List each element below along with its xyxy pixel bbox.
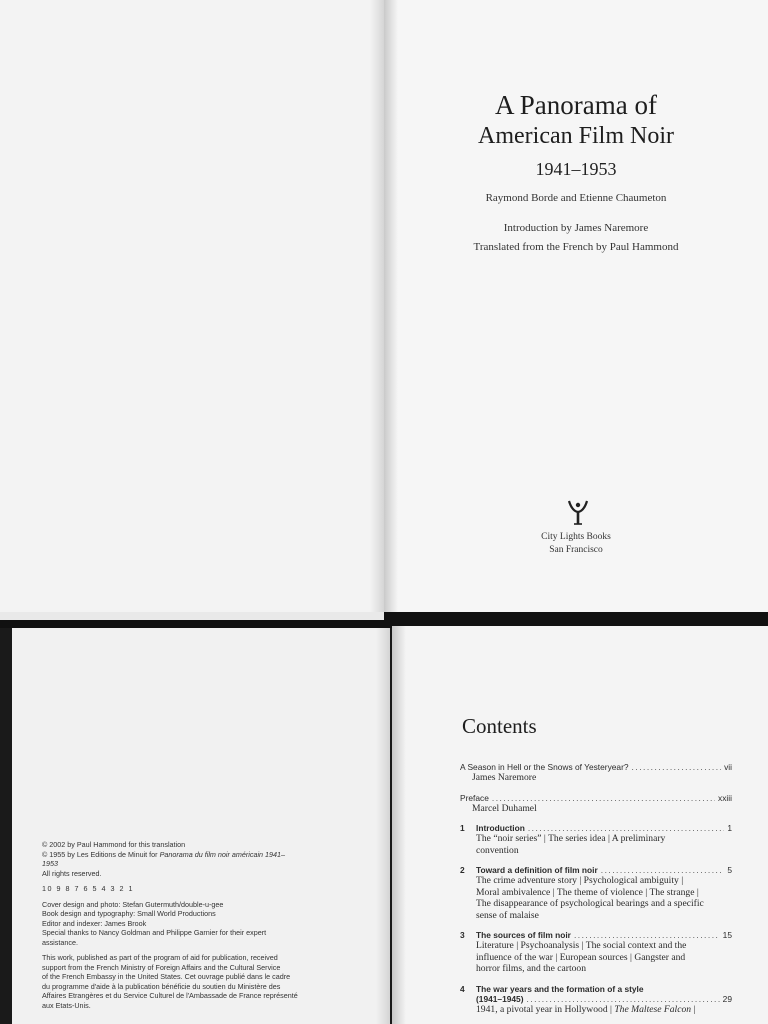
printing-line: 10 9 8 7 6 5 4 3 2 1 bbox=[42, 884, 134, 893]
translation-credit: Translated from the French by Paul Hammond bbox=[473, 241, 679, 253]
title-page bbox=[384, 0, 768, 618]
contents-heading: Contents bbox=[462, 714, 537, 738]
page-gutter-shadow bbox=[376, 628, 390, 1024]
toc-entry-summary: convention bbox=[476, 844, 519, 856]
copyright-line bbox=[42, 850, 362, 860]
publisher-city: San Francisco bbox=[549, 545, 603, 555]
toc-entry bbox=[460, 823, 732, 856]
cover-credit: Cover design and photo: Stefan Gutermuth/double-u-gee bbox=[42, 899, 224, 909]
toc-entry-title: Preface bbox=[460, 792, 489, 803]
thanks-line: assistance. bbox=[42, 937, 78, 947]
toc-entry-summary: The disappearance of psychological bearings and a specific bbox=[476, 898, 704, 909]
toc-leader bbox=[527, 994, 720, 1004]
toc-entry-title: The war years and the formation of a style bbox=[476, 983, 644, 994]
design-credit: Book design and typography: Small World Productions bbox=[42, 909, 216, 918]
aid-line: du programme d'aide à la publication bénéficie du soutien du Ministère des bbox=[42, 981, 281, 991]
book-years: 1941–1953 bbox=[535, 159, 617, 179]
toc-entry-number: 3 bbox=[460, 930, 465, 940]
toc-entry-page: 5 bbox=[727, 865, 732, 875]
copyright-line: © 2002 by Paul Hammond for this translation bbox=[42, 840, 186, 849]
toc-entry-author: Marcel Duhamel bbox=[472, 802, 537, 814]
aid-line: of the French Embassy in the United States. Cet ouvrage publié dans le cadre bbox=[42, 972, 291, 981]
book-title-line1: A Panorama of bbox=[495, 90, 657, 120]
toc-summary-film-title: The Maltese Falcon bbox=[614, 1003, 692, 1015]
toc-entry-title: Toward a definition of film noir bbox=[476, 865, 598, 875]
toc-entry-page: 15 bbox=[722, 930, 732, 940]
toc-entry-summary: Moral ambivalence | The theme of violence | The strange | bbox=[476, 886, 699, 898]
original-title-year: 1953 bbox=[42, 859, 58, 868]
toc-entry-number: 2 bbox=[460, 865, 465, 875]
toc-entry bbox=[460, 865, 732, 921]
aid-line: support from the French Ministry of Foreign Affairs and the Cultural Service bbox=[42, 962, 281, 972]
toc-entry-number: 4 bbox=[460, 983, 465, 994]
thanks-line: Special thanks to Nancy Goldman and Philippe Garnier for their expert bbox=[42, 928, 267, 937]
toc-entry bbox=[460, 984, 732, 1016]
toc-entry-title: Introduction bbox=[476, 823, 525, 833]
toc-entry-number: 1 bbox=[460, 823, 465, 833]
aid-line: This work, published as part of the program of aid for publication, received bbox=[42, 953, 278, 962]
toc-entry bbox=[460, 930, 732, 975]
aid-line: Affaires Etrangères et du Service Culturel de l'Ambassade de France représenté bbox=[42, 991, 298, 1000]
toc-entry-summary: The crime adventure story | Psychological ambiguity | bbox=[476, 875, 684, 886]
toc-entry-summary: horror films, and the cartoon bbox=[476, 963, 587, 974]
blank-page bbox=[0, 0, 384, 618]
city-lights-logo-icon bbox=[566, 497, 590, 527]
toc-entry-page: 1 bbox=[727, 823, 732, 833]
table-of-contents bbox=[460, 762, 732, 1024]
toc-entry-page: xxiii bbox=[718, 792, 732, 803]
toc-leader bbox=[574, 930, 720, 940]
book-authors: Raymond Borde and Etienne Chaumeton bbox=[485, 192, 667, 204]
toc-entry-summary bbox=[460, 1004, 732, 1016]
toc-entry-summary: sense of malaise bbox=[476, 909, 539, 921]
toc-entry bbox=[460, 793, 732, 815]
toc-leader bbox=[492, 793, 715, 803]
toc-entry-summary: Literature | Psychoanalysis | The social context and the bbox=[476, 940, 687, 951]
rights-line: All rights reserved. bbox=[42, 868, 102, 878]
toc-entry-title: A Season in Hell or the Snows of Yesteryear? bbox=[460, 762, 629, 772]
toc-summary-text: | bbox=[691, 1003, 696, 1015]
aid-line: aux Etats-Unis. bbox=[42, 1000, 91, 1010]
toc-entry-summary: The “noir series” | The series idea | A preliminary bbox=[476, 833, 666, 844]
copyright-line bbox=[42, 859, 362, 869]
page-gutter-shadow bbox=[370, 0, 384, 618]
copyright-text bbox=[42, 840, 362, 1010]
contents-page bbox=[392, 626, 768, 1024]
toc-entry-title-continued: (1941–1945) bbox=[476, 993, 524, 1004]
introduction-credit: Introduction by James Naremore bbox=[503, 222, 649, 234]
original-title: Panorama du film noir américain 1941– bbox=[159, 849, 286, 859]
book-title-line2: American Film Noir bbox=[478, 123, 674, 149]
page-edge bbox=[0, 612, 384, 620]
publisher-name: City Lights Books bbox=[541, 532, 611, 542]
page-gutter-shadow bbox=[392, 626, 406, 1024]
toc-entry-title: The sources of film noir bbox=[476, 930, 571, 940]
toc-leader bbox=[528, 823, 724, 833]
toc-entry bbox=[460, 762, 732, 784]
toc-leader bbox=[632, 762, 722, 772]
copyright-page bbox=[12, 628, 390, 1024]
toc-entry-page: vii bbox=[724, 762, 732, 772]
toc-summary-text: 1941, a pivotal year in Hollywood | bbox=[476, 1003, 615, 1015]
toc-leader bbox=[601, 865, 725, 875]
toc-entry-summary: influence of the war | European sources | Gangster and bbox=[476, 951, 686, 963]
toc-entry-page: 29 bbox=[722, 993, 732, 1004]
toc-entry-author: James Naremore bbox=[472, 772, 537, 783]
copyright-text-span: © 1955 by Les Editions de Minuit for bbox=[42, 849, 160, 859]
editor-credit: Editor and indexer: James Brook bbox=[42, 918, 147, 928]
